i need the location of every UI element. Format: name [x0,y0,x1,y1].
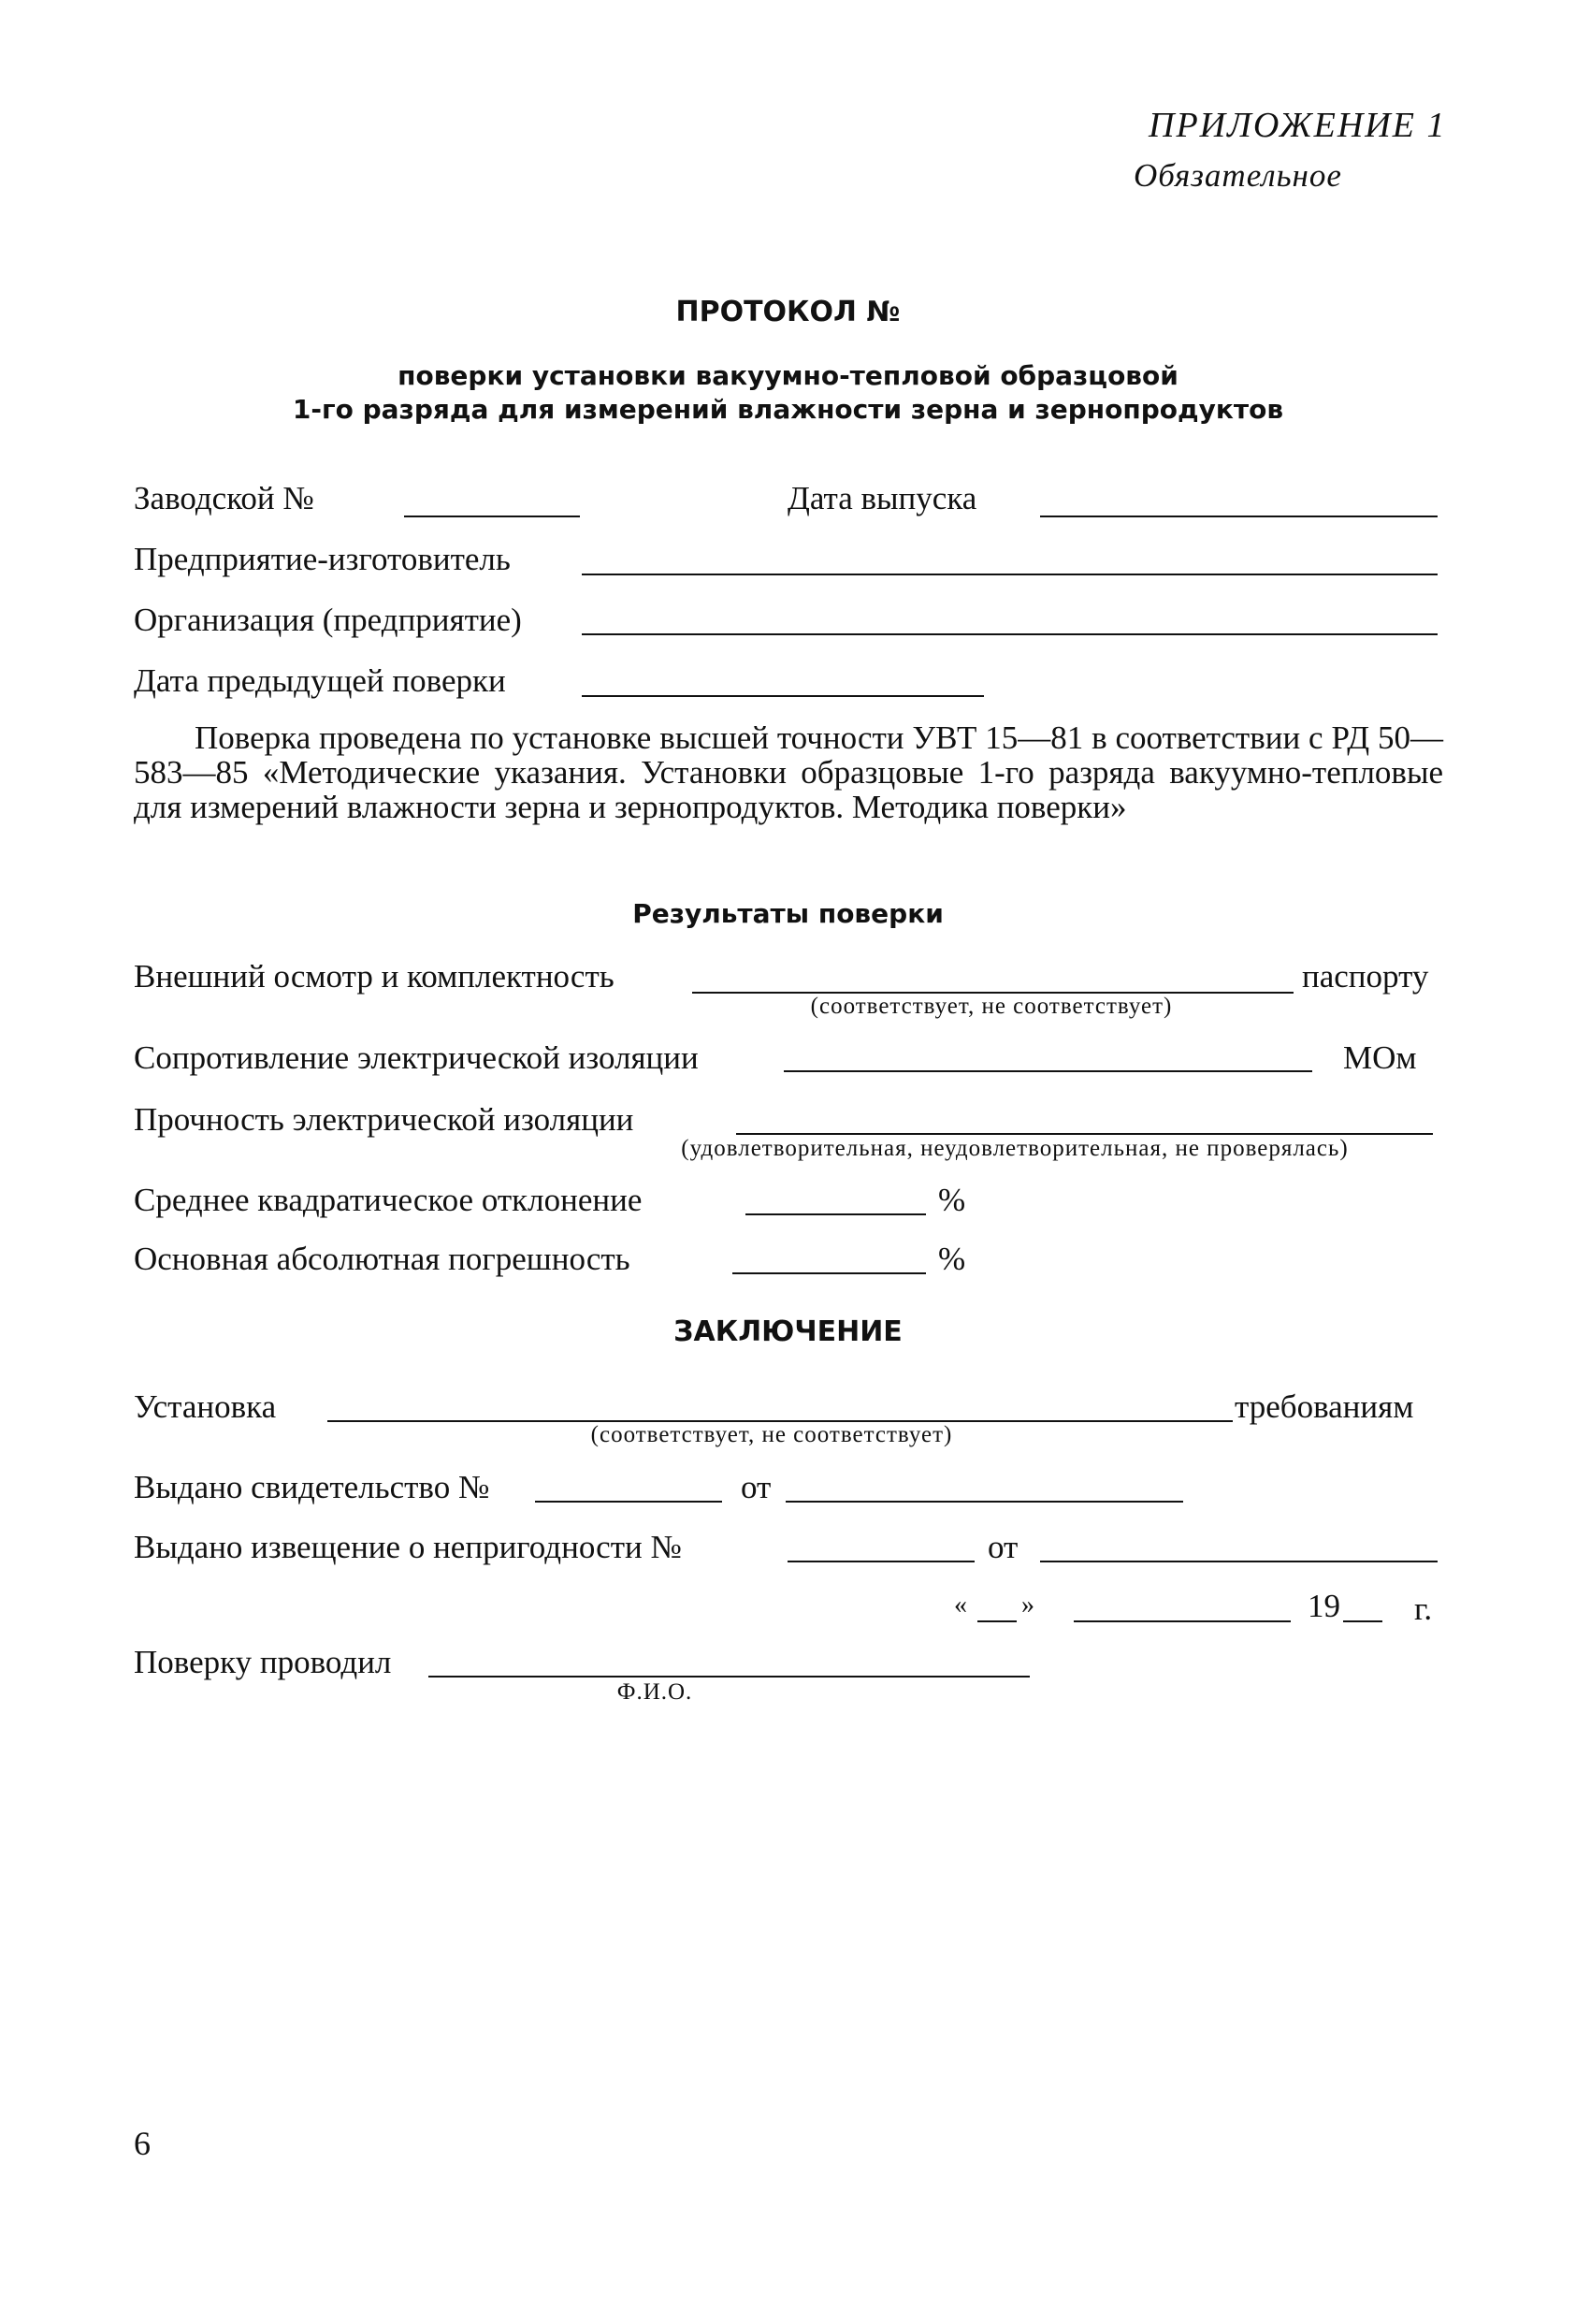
unfit-notice-number-field[interactable] [788,1561,975,1562]
results-heading: Результаты поверки [632,898,944,929]
inspection-label: Внешний осмотр и комплектность [134,958,614,995]
appendix-note: Обязательное [1134,157,1342,194]
year-field[interactable] [1343,1620,1382,1622]
strength-label: Прочность электрической изоляции [134,1101,634,1138]
checked-by-label: Поверку проводил [134,1644,392,1680]
manufacturer-field[interactable] [582,574,1438,575]
checked-by-field[interactable] [428,1676,1030,1678]
page-number: 6 [134,2125,151,2162]
appendix-label: ПРИЛОЖЕНИЕ 1 [1149,106,1447,145]
installation-hint: (соответствует, не соответствует) [590,1422,953,1447]
date-close-quote: » [1021,1590,1034,1620]
installation-label: Установка [134,1388,277,1425]
previous-check-field[interactable] [582,695,984,697]
year-suffix: г. [1414,1590,1433,1627]
certificate-number-field[interactable] [535,1501,722,1503]
error-label: Основная абсолютная погрешность [134,1241,630,1277]
serial-label: Заводской № [134,480,314,516]
intro-text: Поверка проведена по установке высшей точности УВТ 15—81 в соответствии с РД 50—583—85 «Методические указания. Установки образцовые 1-го разряда вакуумно-тепловые для измерений влажности зерна и зернопродуктов. Методика поверки» [134,719,1443,825]
certificate-date-field[interactable] [786,1501,1183,1503]
resistance-unit: МОм [1343,1039,1417,1076]
year-prefix: 19 [1308,1588,1340,1624]
error-unit: % [938,1241,966,1277]
fio-hint: Ф.И.О. [616,1679,693,1705]
error-field[interactable] [732,1272,926,1274]
resistance-field[interactable] [784,1070,1312,1072]
intro-paragraph [134,720,1443,824]
unfit-notice-from: от [988,1529,1019,1565]
certificate-label: Выдано свидетельство № [134,1469,490,1505]
day-field[interactable] [977,1620,1017,1622]
serial-field[interactable] [404,516,580,517]
strength-hint: (удовлетворительная, неудовлетворительная, не проверялась) [681,1136,1349,1161]
resistance-label: Сопротивление электрической изоляции [134,1039,699,1076]
strength-field[interactable] [736,1133,1433,1135]
release-date-field[interactable] [1040,516,1438,517]
release-date-label: Дата выпуска [788,480,977,516]
unfit-notice-date-field[interactable] [1040,1561,1438,1562]
protocol-subtitle-line1: поверки установки вакуумно-тепловой образцовой [398,360,1178,391]
unfit-notice-label: Выдано извещение о непригодности № [134,1529,682,1565]
manufacturer-label: Предприятие-изготовитель [134,541,511,577]
organization-field[interactable] [582,633,1438,635]
rms-unit: % [938,1182,966,1218]
inspection-suffix: паспорту [1302,958,1429,995]
protocol-title: ПРОТОКОЛ № [675,296,901,328]
month-field[interactable] [1074,1620,1291,1622]
previous-check-label: Дата предыдущей поверки [134,662,506,699]
rms-label: Среднее квадратическое отклонение [134,1182,643,1218]
conclusion-heading: ЗАКЛЮЧЕНИЕ [673,1315,903,1348]
date-open-quote: « [954,1590,967,1620]
rms-field[interactable] [745,1213,926,1215]
inspection-hint: (соответствует, не соответствует) [810,994,1173,1019]
installation-suffix: требованиям [1235,1388,1414,1425]
organization-label: Организация (предприятие) [134,602,522,638]
protocol-subtitle-line2: 1-го разряда для измерений влажности зерна и зернопродуктов [292,394,1284,425]
certificate-from: от [741,1469,772,1505]
